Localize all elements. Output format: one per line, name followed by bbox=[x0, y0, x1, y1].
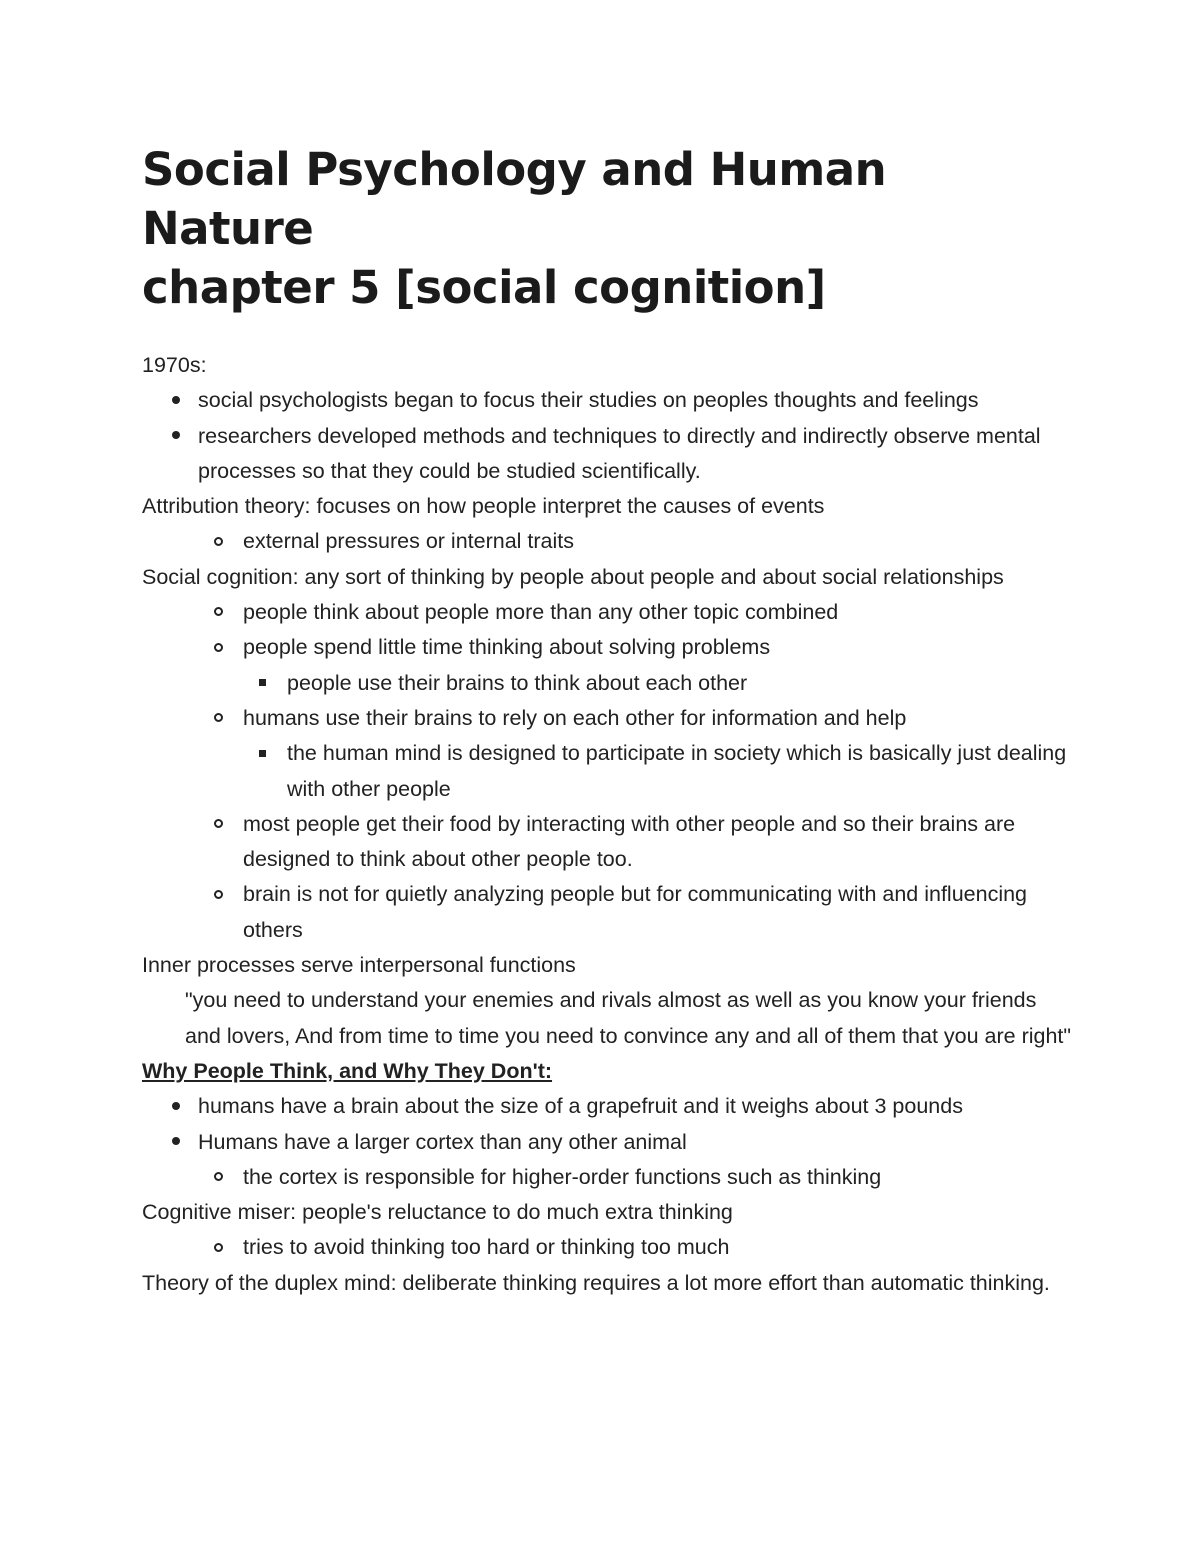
list-item-text: the cortex is responsible for higher-order functions such as thinking bbox=[243, 1164, 882, 1189]
list-item bbox=[142, 666, 1072, 701]
section-heading-why-people-think: Why People Think, and Why They Don't: bbox=[142, 1058, 553, 1083]
list-item bbox=[142, 595, 1072, 630]
list-item-text: people think about people more than any other topic combined bbox=[243, 600, 839, 625]
bullet-circle-icon bbox=[214, 1230, 223, 1265]
list-item-text: humans use their brains to rely on each other for information and help bbox=[243, 705, 907, 730]
bullet-circle-icon bbox=[214, 595, 223, 630]
list-item-text: people spend little time thinking about solving problems bbox=[243, 635, 771, 660]
list-item bbox=[142, 1125, 1072, 1160]
bullet-circle-icon bbox=[214, 877, 223, 912]
list-item bbox=[142, 1089, 1072, 1124]
bullet-circle-icon bbox=[214, 1160, 223, 1195]
bullet-circle-icon bbox=[214, 630, 223, 665]
list-item-text: humans have a brain about the size of a grapefruit and it weighs about 3 pounds bbox=[198, 1094, 963, 1119]
list-item bbox=[142, 736, 1072, 807]
title-line-2: chapter 5 [social cognition] bbox=[142, 261, 826, 314]
list-item bbox=[142, 807, 1072, 878]
quote-block: "you need to understand your enemies and rivals almost as well as you know your friends and lovers, And from time to time you need to convince any and all of them that you are right" bbox=[185, 988, 1072, 1048]
social-cognition-text: Social cognition: any sort of thinking by people about people and about social relationships bbox=[142, 564, 1004, 589]
bullet-square-icon bbox=[259, 736, 266, 771]
list-item bbox=[142, 1160, 1072, 1195]
section-label-1970s: 1970s: bbox=[142, 353, 207, 377]
list-item-text: Humans have a larger cortex than any other animal bbox=[198, 1129, 687, 1154]
list-item bbox=[142, 1230, 1072, 1265]
attribution-theory-text: Attribution theory: focuses on how people interpret the causes of events bbox=[142, 494, 825, 519]
bullet-circle-icon bbox=[214, 807, 223, 842]
inner-processes-text: Inner processes serve interpersonal functions bbox=[142, 953, 576, 978]
list-item-text: brain is not for quietly analyzing people but for communicating with and influencing others bbox=[243, 882, 1028, 942]
document-title bbox=[142, 140, 1072, 317]
bullet-dot-icon bbox=[172, 1089, 180, 1124]
list-item bbox=[142, 524, 1072, 559]
list-item bbox=[142, 383, 1072, 418]
cognitive-miser-text: Cognitive miser: people's reluctance to do much extra thinking bbox=[142, 1200, 733, 1225]
title-line-1: Social Psychology and Human Nature bbox=[142, 143, 887, 255]
bullet-dot-icon bbox=[172, 419, 180, 454]
list-item bbox=[142, 701, 1072, 736]
bullet-circle-icon bbox=[214, 524, 223, 559]
list-item-text: most people get their food by interacting with other people and so their brains are designed to think about other people too. bbox=[243, 811, 1016, 872]
list-item-text: the human mind is designed to participate in society which is basically just dealing with other people bbox=[287, 741, 1067, 801]
list-item bbox=[142, 630, 1072, 665]
list-item bbox=[142, 419, 1072, 490]
document-body bbox=[142, 348, 1072, 1301]
bullet-dot-icon bbox=[172, 1125, 180, 1160]
list-item bbox=[142, 877, 1072, 948]
list-item-text: researchers developed methods and techniques to directly and indirectly observe mental processes so that they could be studied scientifically. bbox=[198, 423, 1041, 483]
list-item-text: external pressures or internal traits bbox=[243, 529, 575, 554]
document-page bbox=[142, 140, 1072, 1301]
list-item-text: tries to avoid thinking too hard or thinking too much bbox=[243, 1235, 730, 1260]
bullet-square-icon bbox=[259, 666, 266, 701]
bullet-circle-icon bbox=[214, 701, 223, 736]
bullet-dot-icon bbox=[172, 383, 180, 418]
list-item-text: people use their brains to think about each other bbox=[287, 670, 748, 695]
duplex-mind-text: Theory of the duplex mind: deliberate thinking requires a lot more effort than automatic thinking. bbox=[142, 1270, 1050, 1295]
list-item-text: social psychologists began to focus their studies on peoples thoughts and feelings bbox=[198, 388, 979, 413]
